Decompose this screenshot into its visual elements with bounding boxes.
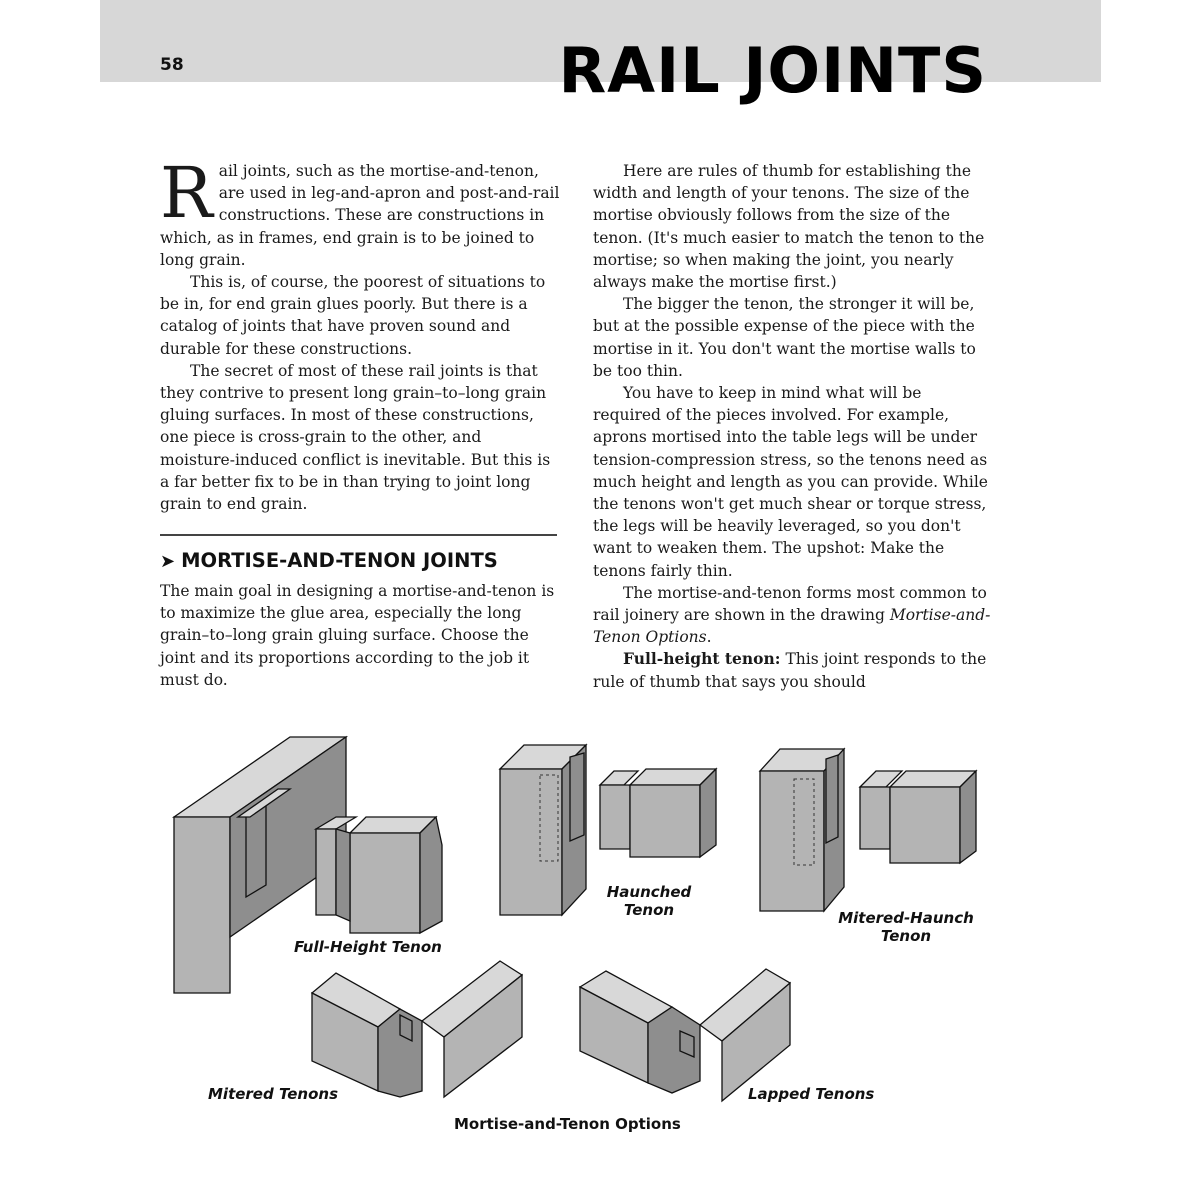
drawing-reference: Mortise-and-Tenon Options — [593, 606, 991, 647]
mitered-tenons-drawing — [312, 961, 522, 1097]
page-title: RAIL JOINTS — [558, 34, 987, 107]
section-paragraph: The main goal in designing a mortise-and-tenon is to maximize the glue area, especially the long grain–to–long grain gluing surface. Choose the joint and its proportions according to the job it must do. — [160, 582, 555, 689]
mitered-haunch-tenon-drawing — [760, 749, 976, 911]
paragraph-intro — [160, 152, 560, 271]
right-paragraph-5 — [593, 648, 993, 692]
caption-haunched-tenon — [604, 883, 694, 919]
figure-title: Mortise-and-Tenon Options — [454, 1115, 681, 1133]
drop-cap: R — [160, 152, 213, 234]
section-divider — [160, 534, 557, 536]
lapped-tenons-drawing — [580, 969, 790, 1101]
right-paragraph-2: The bigger the tenon, the stronger it will be, but at the possible expense of the piece with the mortise in it. You don't want the mortise walls to be too thin. — [593, 295, 976, 380]
caption-mitered-tenons: Mitered Tenons — [208, 1085, 339, 1103]
intro-text: ail joints, such as the mortise-and-tenon, are used in leg-and-apron and post-and-rail constructions. These are constructions in which, as in frames, end grain is to be joined to long grain. — [160, 162, 560, 269]
caption-haunched-line2: Tenon — [623, 901, 675, 919]
right-paragraph-1: Here are rules of thumb for establishing the width and length of your tenons. The size of the mortise obviously follows from the size of the tenon. (It's much easier to match the tenon to the mortise; so when making the joint, you nearly always make the mortise first.) — [593, 162, 985, 292]
full-height-tenon-term: Full-height tenon: — [623, 649, 781, 669]
right-paragraph-3: You have to keep in mind what will be required of the pieces involved. For example, aprons mortised into the table legs will be under tension-compression stress, so the tenons need as much height and length as you can provide. While the tenons won't get much shear or torque stress, the legs will be heavily leveraged, so you don't want to weaken them. The upshot: Make the tenons fairly thin. — [593, 384, 988, 580]
paragraph-3: The secret of most of these rail joints is that they contrive to present long grain–to–long grain gluing surfaces. In most of these constructions, one piece is cross-grain to the other, and moisture-induced conflict is inevitable. But this is a far better fix to be in than trying to joint long grain to end grain. — [160, 361, 551, 514]
right-column — [593, 160, 993, 693]
caption-mitered-haunch-tenon — [836, 909, 976, 945]
caption-mitered-haunch-line1: Mitered-Haunch — [838, 909, 974, 927]
paragraph-2: This is, of course, the poorest of situations to be in, for end grain glues poorly. But there is a catalog of joints that have proven sound and durable for these constructions. — [160, 273, 546, 358]
caption-full-height-tenon: Full-Height Tenon — [294, 938, 442, 956]
caption-mitered-haunch-line2: Tenon — [880, 927, 932, 945]
right-paragraph-4 — [593, 582, 993, 649]
caption-haunched-line1: Haunched — [606, 883, 692, 901]
section-body — [160, 580, 560, 691]
caption-lapped-tenons: Lapped Tenons — [748, 1085, 875, 1103]
section-heading-text: MORTISE-AND-TENON JOINTS — [181, 549, 498, 572]
left-column — [160, 152, 560, 515]
p4-text: The mortise-and-tenon forms most common to rail joinery are shown in the drawing — [593, 583, 987, 625]
p4-end: . — [706, 628, 712, 647]
arrow-icon: ➤ — [160, 551, 176, 572]
p5-text: This joint responds to the rule of thumb that says you should — [593, 650, 987, 691]
joint-illustration — [160, 725, 1040, 1145]
page-number: 58 — [160, 55, 184, 75]
section-heading — [160, 549, 498, 572]
